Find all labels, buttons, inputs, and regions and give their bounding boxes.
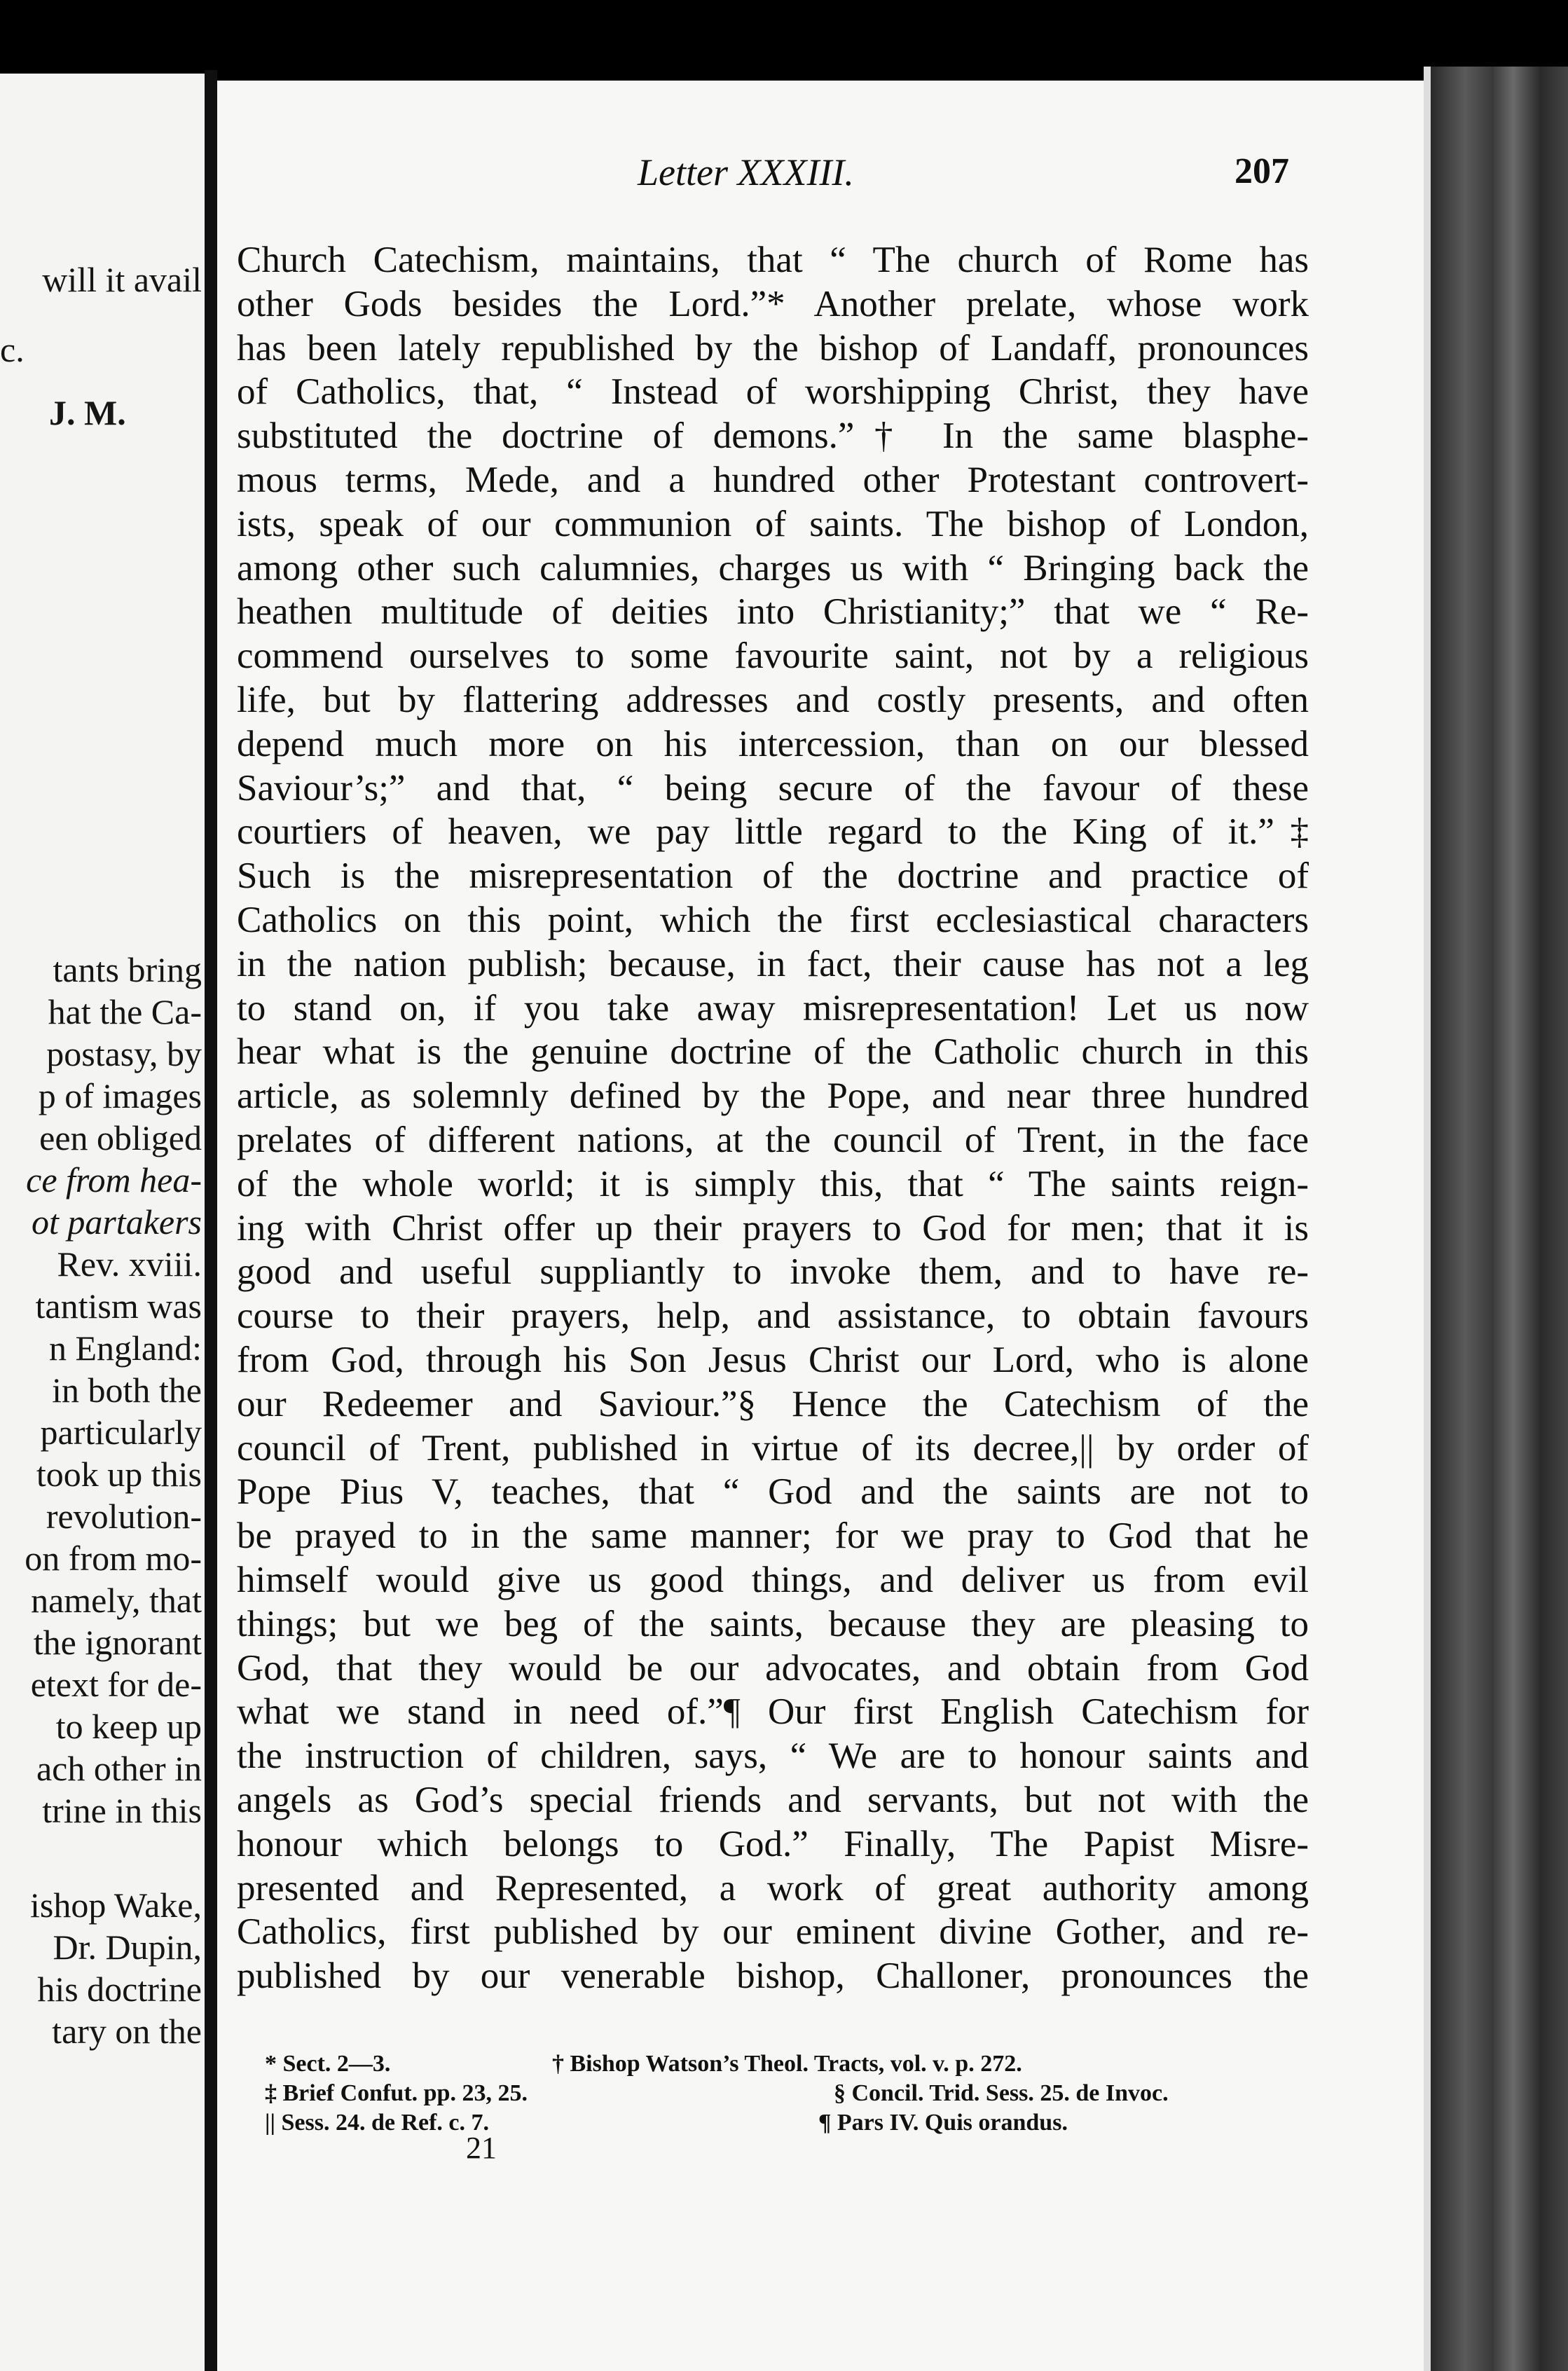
footnote: * Sect. 2—3. <box>265 2051 391 2077</box>
facing-page-line: tary on the <box>52 2012 202 2051</box>
running-head: Letter XXXIII. <box>638 151 854 193</box>
facing-page-line: Rev. xviii. <box>57 1244 202 1284</box>
facing-page-line: ishop Wake, <box>29 1885 202 1925</box>
text-line: from God, through his Son Jesus Christ our Lord, who is alone <box>237 1340 1309 1380</box>
facing-page-line: een obliged <box>39 1118 202 1157</box>
facing-page-line: n England: <box>48 1328 202 1368</box>
facing-page-line: tantism was <box>35 1286 202 1326</box>
text-line: God, that they would be our advocates, and obtain from God <box>237 1647 1309 1689</box>
facing-page-line: ce from hea- <box>26 1160 202 1200</box>
text-line: what we stand in need of.”¶ Our first English Catechism for <box>237 1691 1309 1733</box>
facing-page-line: the ignorant <box>33 1623 202 1662</box>
text-line: our Redeemer and Saviour.”§ Hence the Catechism of the <box>237 1383 1309 1424</box>
footnote: || Sess. 24. de Ref. c. 7. <box>265 2110 489 2136</box>
footnote: ¶ Pars IV. Quis orandus. <box>818 2110 1068 2136</box>
facing-page-line: to keep up <box>55 1707 202 1746</box>
facing-page-line: ach other in <box>36 1749 202 1788</box>
facing-page-line: in both the <box>52 1370 202 1410</box>
facing-page-line: namely, that <box>31 1581 202 1620</box>
text-line: of Catholics, that, “ Instead of worshipping Christ, they have <box>237 371 1309 413</box>
facing-page-line: J. M. <box>49 393 126 432</box>
text-line: Church Catechism, maintains, that “ The church of Rome has <box>237 240 1309 280</box>
text-line: Pope Pius V, teaches, that “ God and the saints are not to <box>237 1471 1309 1513</box>
text-line: hear what is the genuine doctrine of the Catholic church in this <box>237 1031 1309 1073</box>
text-line: prelates of different nations, at the council of Trent, in the face <box>237 1120 1309 1160</box>
text-line: Catholics, first published by our eminent divine Gother, and re- <box>237 1911 1309 1953</box>
text-line: Such is the misrepresentation of the doctrine and practice of <box>237 855 1309 897</box>
facing-page-line: his doctrine <box>37 1970 202 2009</box>
text-line: council of Trent, published in virtue of its decree,|| by order of <box>237 1427 1309 1469</box>
facing-page-line: c. <box>0 330 25 369</box>
text-line: heathen multitude of deities into Christianity;” that we “ Re- <box>237 591 1309 633</box>
facing-page-line: trine in this <box>42 1791 202 1830</box>
text-line: things; but we beg of the saints, because they are pleasing to <box>237 1603 1309 1644</box>
facing-page-line: tants bring <box>53 950 202 989</box>
text-line: ists, speak of our communion of saints. The bishop of London, <box>237 503 1309 544</box>
text-line: among other such calumnies, charges us with “ Bringing back the <box>237 547 1309 589</box>
facing-page-line: ot partakers <box>31 1202 202 1242</box>
text-line: substituted the doctrine of demons.”† In the same blasphe- <box>237 415 1309 457</box>
facing-page-line: on from mo- <box>25 1539 202 1578</box>
text-line: course to their prayers, help, and assistance, to obtain favours <box>237 1296 1309 1337</box>
book-fore-edge <box>1431 67 1568 2371</box>
text-line: presented and Represented, a work of great authority among <box>237 1867 1309 1909</box>
text-line: in the nation publish; because, in fact, their cause has not a leg <box>237 943 1309 984</box>
footnote: § Concil. Trid. Sess. 25. de Invoc. <box>834 2080 1169 2106</box>
page-edge-highlight <box>1424 67 1431 2371</box>
facing-page-line: postasy, by <box>46 1034 202 1073</box>
text-line: courtiers of heaven, we pay little regard to the King of it.”‡ <box>237 811 1309 853</box>
text-line: depend much more on his intercession, than on our blessed <box>237 723 1309 764</box>
facing-page-fragment <box>0 74 205 2371</box>
text-line: has been lately republished by the bishop of Landaff, pronounces <box>237 327 1309 369</box>
book-gutter <box>205 70 217 2371</box>
footnote: † Bishop Watson’s Theol. Tracts, vol. v. p. 272. <box>552 2051 1022 2077</box>
facing-page-line: took up this <box>36 1455 202 1494</box>
text-line: to stand on, if you take away misrepresentation! Let us now <box>237 987 1309 1029</box>
facing-page-line: etext for de- <box>30 1665 202 1704</box>
text-line: honour which belongs to God.” Finally, The Papist Misre- <box>237 1823 1309 1864</box>
footnote: ‡ Brief Confut. pp. 23, 25. <box>265 2080 528 2106</box>
text-line: Catholics on this point, which the first ecclesiastical characters <box>237 900 1309 940</box>
text-line: himself would give us good things, and deliver us from evil <box>237 1560 1309 1600</box>
text-line: of the whole world; it is simply this, that “ The saints reign- <box>237 1163 1309 1204</box>
text-line: published by our venerable bishop, Challoner, pronounces the <box>237 1956 1309 1997</box>
text-line: ing with Christ offer up their prayers to God for men; that it is <box>237 1207 1309 1249</box>
text-line: angels as God’s special friends and servants, but not with the <box>237 1780 1309 1820</box>
facing-page-line: Dr. Dupin, <box>53 1927 202 1967</box>
text-line: the instruction of children, says, “ We are to honour saints and <box>237 1736 1309 1777</box>
page-number: 207 <box>1235 151 1289 191</box>
facing-page-line: hat the Ca- <box>48 992 202 1031</box>
text-line: mous terms, Mede, and a hundred other Protestant controvert- <box>237 460 1309 500</box>
text-line: good and useful suppliantly to invoke them, and to have re- <box>237 1251 1309 1293</box>
signature-mark: 21 <box>466 2131 497 2165</box>
text-line: be prayed to in the same manner; for we pray to God that he <box>237 1516 1309 1557</box>
text-line: other Gods besides the Lord.”* Another prelate, whose work <box>237 283 1309 324</box>
facing-page-line: will it avail <box>42 260 202 299</box>
text-line: commend ourselves to some favourite saint, not by a religious <box>237 635 1309 677</box>
facing-page-line: p of images <box>38 1076 202 1115</box>
facing-page-line: revolution- <box>46 1497 202 1536</box>
facing-page-line: particularly <box>40 1413 202 1452</box>
text-line: Saviour’s;” and that, “ being secure of the favour of these <box>237 767 1309 809</box>
text-line: life, but by flattering addresses and costly presents, and often <box>237 680 1309 720</box>
text-line: article, as solemnly defined by the Pope, and near three hundred <box>237 1075 1309 1117</box>
